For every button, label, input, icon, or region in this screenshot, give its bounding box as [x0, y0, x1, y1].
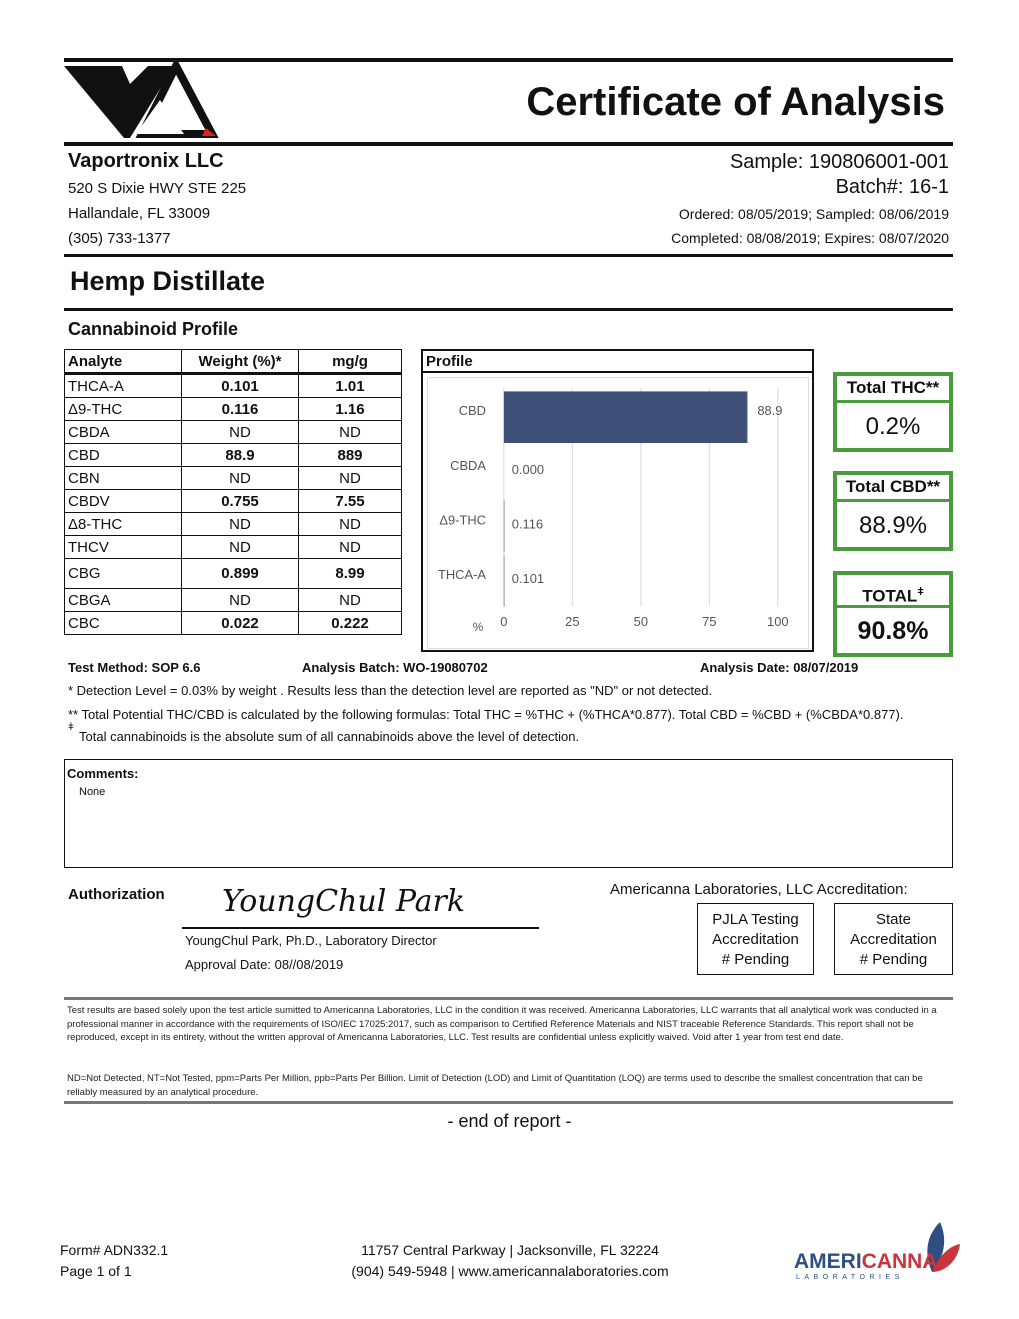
logo-wordmark-ameri: AMERI	[794, 1250, 862, 1273]
logo-wordmark	[794, 1250, 938, 1274]
weight-cell: 88.9	[182, 444, 299, 467]
weight-cell: ND	[182, 589, 299, 612]
total-value: 90.8%	[857, 617, 929, 645]
weight-cell: 0.755	[182, 490, 299, 513]
authorization-label: Authorization	[68, 886, 165, 903]
americanna-logo	[790, 1218, 965, 1288]
completed-expires-dates: Completed: 08/08/2019; Expires: 08/07/2020	[671, 230, 949, 246]
form-number: Form# ADN332.1	[60, 1242, 169, 1258]
x-tick-label: 25	[565, 614, 580, 630]
pjla-accreditation-box	[697, 903, 814, 975]
category-label: THCA-A	[437, 567, 486, 583]
weight-cell: ND	[182, 513, 299, 536]
table-row	[65, 467, 402, 490]
state-line-1: State	[875, 911, 912, 928]
logo-subtitle: LABORATORIES	[796, 1274, 904, 1281]
mgg-cell: ND	[299, 421, 402, 444]
state-line-2: Accreditation	[850, 931, 937, 948]
comments-box	[64, 759, 953, 868]
analyte-cell: THCA-A	[65, 374, 182, 398]
mgg-cell: 889	[299, 444, 402, 467]
bar	[504, 391, 748, 443]
table-row	[65, 612, 402, 635]
mgg-cell: ND	[299, 467, 402, 490]
client-name: Vaportronix LLC	[68, 150, 224, 172]
pjla-line-2: Accreditation	[712, 931, 799, 948]
header-analyte: Analyte	[65, 350, 182, 374]
total-thc-box	[833, 372, 953, 452]
state-line-3: # Pending	[859, 951, 928, 968]
profile-chart-panel	[421, 349, 814, 652]
top-rule	[64, 58, 953, 62]
analyte-cell: Δ9-THC	[65, 398, 182, 421]
page-number: Page 1 of 1	[60, 1263, 132, 1279]
signer-name: YoungChul Park, Ph.D., Laboratory Director	[185, 933, 437, 948]
analyte-cell: CBDA	[65, 421, 182, 444]
mgg-cell: ND	[299, 536, 402, 559]
x-tick-label: 50	[633, 614, 649, 630]
total-label-mark: ǂ	[917, 586, 924, 598]
analyte-cell: Δ8-THC	[65, 513, 182, 536]
table-row	[65, 374, 402, 398]
disclaimer-text: Test results are based solely upon the test article sumitted to Americanna Laboratories, LLC in the condition it was received. Americanna Laboratories, LLC warrants that all analytical work was conducted in a professional manner in accordance with the requirements of ISO/IEC 17025:2017, such as comparison to Certified Reference Materials and NIST traceable Reference Standards. This report shall not be reproduced, except in its entirety, without the written approval of Americanna Laboratories, LLC. Test results are confidential unless explicitly waived. Void after 1 year from test end date.	[67, 1005, 937, 1043]
data-label: 0.000	[511, 461, 545, 477]
total-thc-value: 0.2%	[865, 413, 921, 440]
section-title: Cannabinoid Profile	[68, 319, 239, 339]
header-mgg: mg/g	[299, 350, 402, 374]
weight-cell: 0.022	[182, 612, 299, 635]
x-axis-label: %	[472, 620, 484, 635]
analysis-date: Analysis Date: 08/07/2019	[700, 660, 859, 675]
x-tick-label: 75	[702, 614, 717, 630]
total-cbd-value: 88.9%	[858, 512, 928, 539]
lab-contact: (904) 549-5948 | www.americannalaboratories.com	[351, 1263, 669, 1279]
end-rule	[64, 1101, 953, 1104]
header-rule	[64, 142, 953, 146]
batch-number: Batch#: 16-1	[835, 176, 949, 198]
product-name: Hemp Distillate	[70, 266, 266, 296]
analysis-batch: Analysis Batch: WO-19080702	[302, 660, 488, 675]
x-tick-label: 0	[500, 614, 508, 630]
cannabinoid-table	[64, 349, 402, 635]
client-phone: (305) 733-1377	[68, 230, 171, 247]
category-label: Δ9-THC	[439, 512, 486, 528]
table-row	[65, 536, 402, 559]
pjla-line-1: PJLA Testing	[712, 911, 799, 928]
logo-wordmark-canna: CANNA	[861, 1250, 938, 1273]
signature: YoungChul Park	[222, 884, 466, 919]
disclaimer-rule	[64, 997, 953, 1000]
weight-cell: ND	[182, 467, 299, 490]
profile-chart	[427, 377, 809, 649]
analyte-cell: THCV	[65, 536, 182, 559]
weight-cell: ND	[182, 536, 299, 559]
info-rule	[64, 254, 953, 257]
weight-cell: ND	[182, 421, 299, 444]
header-weight: Weight (%)*	[182, 350, 299, 374]
mgg-cell: 7.55	[299, 490, 402, 513]
test-method: Test Method: SOP 6.6	[68, 660, 201, 675]
analyte-cell: CBDV	[65, 490, 182, 513]
table-row	[65, 444, 402, 467]
mgg-cell: 1.01	[299, 374, 402, 398]
category-label: CBDA	[450, 457, 486, 473]
state-accreditation-box	[834, 903, 953, 975]
weight-cell: 0.899	[182, 559, 299, 589]
analyte-cell: CBC	[65, 612, 182, 635]
mgg-cell: 8.99	[299, 559, 402, 589]
total-cannabinoids-box	[833, 571, 953, 657]
page-title: Certificate of Analysis	[526, 80, 945, 124]
mgg-cell: 0.222	[299, 612, 402, 635]
table-row	[65, 398, 402, 421]
total-cbd-box	[833, 471, 953, 551]
total-label-text: TOTAL	[862, 586, 918, 606]
table-row	[65, 513, 402, 536]
approval-date: Approval Date: 08//08/2019	[185, 957, 344, 972]
table-row	[65, 589, 402, 612]
comments-text: None	[79, 786, 106, 798]
client-address-2: Hallandale, FL 33009	[68, 205, 211, 222]
accreditation-title: Americanna Laboratories, LLC Accreditation:	[610, 881, 908, 898]
vaportronix-logo	[64, 62, 220, 142]
product-rule	[64, 308, 953, 311]
weight-cell: 0.116	[182, 398, 299, 421]
category-label: CBD	[458, 403, 486, 419]
analyte-cell: CBN	[65, 467, 182, 490]
mgg-cell: ND	[299, 589, 402, 612]
total-label	[837, 575, 949, 608]
note-detection-level: * Detection Level = 0.03% by weight . Results less than the detection level are reported as "ND" or not detected.	[68, 683, 713, 698]
table-row	[65, 559, 402, 589]
comments-label: Comments:	[67, 766, 139, 781]
mgg-cell: ND	[299, 513, 402, 536]
ordered-sampled-dates: Ordered: 08/05/2019; Sampled: 08/06/2019	[678, 206, 949, 222]
analyte-cell: CBD	[65, 444, 182, 467]
definitions-text: ND=Not Detected, NT=Not Tested, ppm=Parts Per Million, ppb=Parts Per Billion. Limit of Detection (LOD) and Limit of Quantitation (LOQ) are terms used to describe the smallest concentration that can be reliably measured by an analytical procedure.	[67, 1073, 923, 1098]
note-total-mark: ǂ	[68, 722, 74, 733]
client-address-1: 520 S Dixie HWY STE 225	[68, 180, 247, 197]
end-of-report: - end of report -	[447, 1111, 572, 1131]
signature-line	[182, 927, 539, 929]
lab-address: 11757 Central Parkway | Jacksonville, FL 32224	[361, 1242, 659, 1258]
note-total-formula: ** Total Potential THC/CBD is calculated by the following formulas: Total THC = %THC + (%THCA*0.877). Total CBD = %CBD + (%CBDA*0.877).	[68, 707, 904, 722]
pjla-line-3: # Pending	[721, 951, 790, 968]
analyte-cell: CBG	[65, 559, 182, 589]
table-row	[65, 490, 402, 513]
data-label: 0.101	[511, 570, 545, 586]
profile-header: Profile	[423, 351, 812, 373]
note-total-cannabinoids: Total cannabinoids is the absolute sum of all cannabinoids above the level of detection.	[79, 729, 580, 744]
x-tick-label: 100	[767, 614, 789, 630]
table-row	[65, 421, 402, 444]
mgg-cell: 1.16	[299, 398, 402, 421]
data-label: 0.116	[511, 516, 544, 532]
analyte-cell: CBGA	[65, 589, 182, 612]
sample-id: Sample: 190806001-001	[729, 151, 949, 173]
total-thc-label: Total THC**	[837, 376, 949, 403]
total-cbd-label: Total CBD**	[837, 475, 949, 502]
weight-cell: 0.101	[182, 374, 299, 398]
data-label: 88.9	[757, 403, 783, 419]
